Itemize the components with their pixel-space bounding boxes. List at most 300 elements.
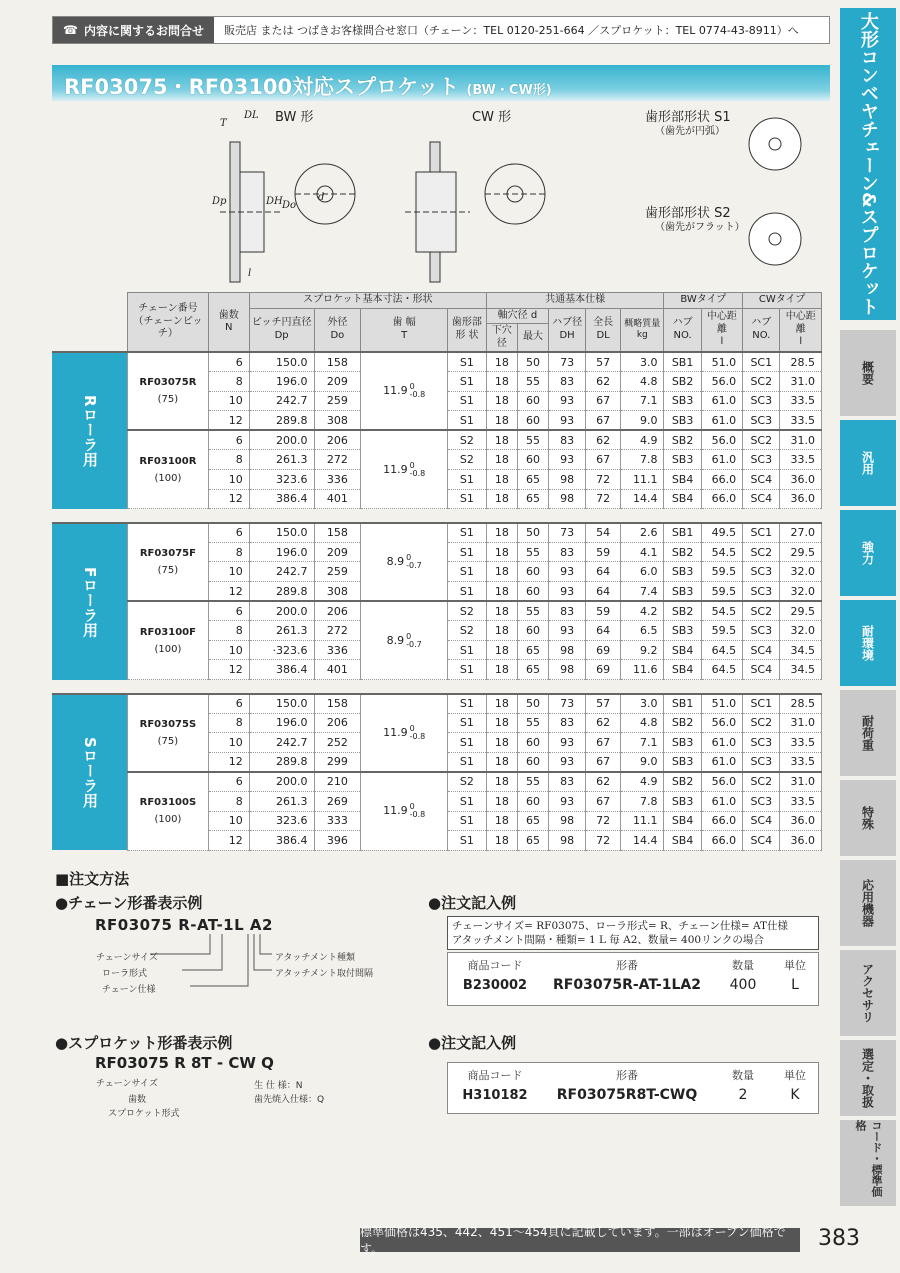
hub-cell: 98 xyxy=(549,489,586,509)
pcd-cell: 242.7 xyxy=(249,733,314,753)
sidebar-tab-accessory[interactable]: アクセサリ xyxy=(840,950,896,1036)
shape-cell: S2 xyxy=(448,601,487,621)
bore-min-cell: 18 xyxy=(486,772,517,792)
od-cell: 401 xyxy=(314,660,361,680)
section-title-bar xyxy=(52,65,830,101)
length-cell: 62 xyxy=(586,372,621,392)
sprocket-code-title: ●スプロケット形番表示例 xyxy=(55,1034,233,1052)
bore-max-cell: 55 xyxy=(517,542,548,562)
pcd-cell: 196.0 xyxy=(249,542,314,562)
bw-hub-cell: SB2 xyxy=(664,430,701,450)
cw-hub-cell: SC4 xyxy=(743,811,780,831)
shape-cell: S1 xyxy=(448,411,487,431)
teeth-cell: 12 xyxy=(208,831,249,851)
chain-code-example: RF03075 R-AT-1L A2 xyxy=(95,916,273,934)
bw-hub-cell: SB3 xyxy=(664,450,701,470)
length-cell: 67 xyxy=(586,733,621,753)
chain-number: RF03075R xyxy=(139,377,197,389)
cw-center-cell: 33.5 xyxy=(780,752,822,772)
pcd-cell: 200.0 xyxy=(249,430,314,450)
od-cell: 272 xyxy=(314,450,361,470)
length-cell: 72 xyxy=(586,470,621,490)
length-cell: 62 xyxy=(586,430,621,450)
hub-cell: 93 xyxy=(549,450,586,470)
bore-max-cell: 65 xyxy=(517,489,548,509)
bore-min-cell: 18 xyxy=(486,640,517,660)
bw-hub-cell: SB1 xyxy=(664,523,701,543)
sidebar-tab-environment[interactable]: 耐環境 xyxy=(840,600,896,686)
shape-cell: S2 xyxy=(448,621,487,641)
chain-label-roller: ローラ形式 xyxy=(102,969,148,979)
hub-cell: 98 xyxy=(549,831,586,851)
teeth-cell: 8 xyxy=(208,372,249,392)
bw-center-cell: 56.0 xyxy=(701,772,742,792)
col-bw-center: 中心距離 l xyxy=(701,308,742,352)
chain-pitch: (100) xyxy=(154,643,182,655)
bore-max-cell: 65 xyxy=(517,831,548,851)
chain-pitch: (75) xyxy=(157,735,179,747)
shape-cell: S1 xyxy=(448,372,487,392)
teeth-cell: 12 xyxy=(208,660,249,680)
teeth-cell: 6 xyxy=(208,694,249,714)
chain-cell xyxy=(128,694,209,772)
cw-hub-cell: SC2 xyxy=(743,430,780,450)
chain-pitch: (100) xyxy=(154,814,182,826)
pcd-cell: 386.4 xyxy=(249,489,314,509)
col-cw: CWタイプ xyxy=(743,293,822,309)
od-cell: 158 xyxy=(314,694,361,714)
cw-hub-cell: SC4 xyxy=(743,489,780,509)
teeth-cell: 8 xyxy=(208,542,249,562)
od-cell: 206 xyxy=(314,430,361,450)
length-cell: 59 xyxy=(586,542,621,562)
od-cell: 308 xyxy=(314,411,361,431)
shape-cell: S1 xyxy=(448,713,487,733)
bw-center-cell: 59.5 xyxy=(701,582,742,602)
bore-max-cell: 60 xyxy=(517,733,548,753)
teeth-cell: 8 xyxy=(208,450,249,470)
hub-cell: 73 xyxy=(549,523,586,543)
cw-center-cell: 28.5 xyxy=(780,352,822,372)
bore-min-cell: 18 xyxy=(486,523,517,543)
od-cell: 336 xyxy=(314,470,361,490)
cw-hub-cell: SC3 xyxy=(743,733,780,753)
od-cell: 209 xyxy=(314,372,361,392)
cw-center-cell: 29.5 xyxy=(780,542,822,562)
cw-center-cell: 32.0 xyxy=(780,582,822,602)
od-cell: 158 xyxy=(314,523,361,543)
bore-max-cell: 60 xyxy=(517,582,548,602)
entry1-qty: 400 xyxy=(729,977,757,993)
length-cell: 67 xyxy=(586,391,621,411)
sprocket-label-type: スプロケット形式 xyxy=(108,1109,180,1119)
length-cell: 62 xyxy=(586,713,621,733)
chain-number: RF03075S xyxy=(139,718,197,730)
mass-cell: 7.1 xyxy=(621,391,664,411)
width-tolerance: 0 -0.8 xyxy=(409,382,426,400)
bore-min-cell: 18 xyxy=(486,831,517,851)
od-cell: 259 xyxy=(314,391,361,411)
s2-note: （歯先がフラット） xyxy=(655,222,745,233)
chain-label-att-type: アタッチメント種類 xyxy=(275,953,356,963)
cw-hub-cell: SC1 xyxy=(743,352,780,372)
entry1-model: RF03075R-AT-1LA2 xyxy=(553,977,701,993)
teeth-cell: 8 xyxy=(208,621,249,641)
entry2-code: H310182 xyxy=(462,1087,528,1103)
cw-hub-cell: SC3 xyxy=(743,411,780,431)
bore-max-cell: 65 xyxy=(517,470,548,490)
bw-hub-cell: SB4 xyxy=(664,811,701,831)
cw-center-cell: 33.5 xyxy=(780,391,822,411)
bw-center-cell: 51.0 xyxy=(701,694,742,714)
shape-cell: S2 xyxy=(448,430,487,450)
svg-text:T: T xyxy=(220,118,227,129)
mass-cell: 4.9 xyxy=(621,772,664,792)
mass-cell: 6.0 xyxy=(621,562,664,582)
length-cell: 67 xyxy=(586,450,621,470)
mass-cell: 4.2 xyxy=(621,601,664,621)
svg-text:d: d xyxy=(318,192,325,203)
shape-cell: S1 xyxy=(448,562,487,582)
col-common: 共通基本仕様 xyxy=(486,293,664,309)
od-cell: 269 xyxy=(314,791,361,811)
od-cell: 206 xyxy=(314,601,361,621)
entry1-unit: L xyxy=(791,977,799,993)
bw-hub-cell: SB4 xyxy=(664,489,701,509)
bw-center-cell: 51.0 xyxy=(701,352,742,372)
s1-tooth-shape xyxy=(749,118,801,170)
hub-cell: 98 xyxy=(549,660,586,680)
chain-code-title: ●チェーン形番表示例 xyxy=(55,894,203,912)
col-od: 外径 Do xyxy=(314,308,361,352)
mass-cell: 7.8 xyxy=(621,450,664,470)
bore-min-cell: 18 xyxy=(486,489,517,509)
length-cell: 72 xyxy=(586,811,621,831)
sprocket-label-teeth: 歯数 xyxy=(128,1095,147,1105)
cw-hub-cell: SC4 xyxy=(743,470,780,490)
hub-cell: 83 xyxy=(549,372,586,392)
mass-cell: 3.0 xyxy=(621,694,664,714)
pcd-cell: 196.0 xyxy=(249,372,314,392)
group-spacer xyxy=(52,680,822,694)
bore-max-cell: 55 xyxy=(517,430,548,450)
hub-cell: 98 xyxy=(549,470,586,490)
mass-cell: 4.1 xyxy=(621,542,664,562)
bore-max-cell: 65 xyxy=(517,811,548,831)
shape-cell: S1 xyxy=(448,791,487,811)
bw-hub-cell: SB3 xyxy=(664,391,701,411)
mass-cell: 9.0 xyxy=(621,752,664,772)
bw-hub-cell: SB2 xyxy=(664,713,701,733)
teeth-cell: 10 xyxy=(208,391,249,411)
teeth-cell: 8 xyxy=(208,791,249,811)
width-tolerance: 0 -0.7 xyxy=(406,631,422,649)
shape-cell: S1 xyxy=(448,542,487,562)
hub-cell: 93 xyxy=(549,411,586,431)
cw-center-cell: 31.0 xyxy=(780,772,822,792)
teeth-cell: 12 xyxy=(208,582,249,602)
hub-cell: 83 xyxy=(549,430,586,450)
bore-min-cell: 18 xyxy=(486,811,517,831)
cw-hub-cell: SC3 xyxy=(743,450,780,470)
bw-hub-cell: SB3 xyxy=(664,411,701,431)
cw-hub-cell: SC3 xyxy=(743,752,780,772)
spec-table xyxy=(52,292,822,851)
teeth-cell: 6 xyxy=(208,352,249,372)
cw-hub-cell: SC4 xyxy=(743,640,780,660)
bw-center-cell: 66.0 xyxy=(701,811,742,831)
mass-cell: 14.4 xyxy=(621,489,664,509)
table-row xyxy=(52,601,822,621)
col-bw-hub: ハブ NO. xyxy=(664,308,701,352)
width-value: 11.9 xyxy=(383,384,408,398)
pcd-cell: 242.7 xyxy=(249,391,314,411)
col-width: 歯 幅 T xyxy=(361,308,448,352)
hub-cell: 93 xyxy=(549,562,586,582)
bore-max-cell: 60 xyxy=(517,450,548,470)
sidebar-tab-overview[interactable]: 概要 xyxy=(840,330,896,416)
length-cell: 69 xyxy=(586,640,621,660)
hub-cell: 93 xyxy=(549,752,586,772)
pcd-cell: 386.4 xyxy=(249,660,314,680)
hub-cell: 93 xyxy=(549,791,586,811)
bore-min-cell: 18 xyxy=(486,660,517,680)
shape-cell: S1 xyxy=(448,752,487,772)
entry2-model: RF03075R8T-CWQ xyxy=(556,1087,698,1103)
sidebar-title: 大形コンベヤチェーン&スプロケット xyxy=(840,8,896,320)
bore-min-cell: 18 xyxy=(486,752,517,772)
bore-max-cell: 55 xyxy=(517,372,548,392)
pcd-cell: ·323.6 xyxy=(249,640,314,660)
svg-text:DH: DH xyxy=(266,196,283,207)
width-cell xyxy=(361,694,448,772)
bw-center-cell: 66.0 xyxy=(701,831,742,851)
pcd-cell: 323.6 xyxy=(249,811,314,831)
bw-center-cell: 59.5 xyxy=(701,562,742,582)
sprocket-label-size: チェーンサイズ xyxy=(96,1079,158,1089)
cw-center-cell: 33.5 xyxy=(780,450,822,470)
cw-hub-cell: SC3 xyxy=(743,621,780,641)
chain-pitch: (75) xyxy=(157,564,179,576)
teeth-cell: 10 xyxy=(208,470,249,490)
teeth-cell: 10 xyxy=(208,562,249,582)
bore-min-cell: 18 xyxy=(486,694,517,714)
entry2-title: ●注文記入例 xyxy=(428,1034,517,1052)
bw-hub-cell: SB1 xyxy=(664,352,701,372)
teeth-cell: 10 xyxy=(208,811,249,831)
entry2-box: 商品コード 形番 数量 単位 H310182 RF03075R8T-CWQ 2 K xyxy=(447,1062,819,1114)
s2-tooth-shape xyxy=(749,213,801,265)
width-value: 11.9 xyxy=(383,725,408,739)
width-cell xyxy=(361,601,448,679)
length-cell: 67 xyxy=(586,411,621,431)
entry1-note: チェーンサイズ= RF03075、ローラ形式= R、チェーン仕様= AT仕様 アタッチメント間隔・種類= 1 L 毎 A2、数量= 400リンクの場合 xyxy=(447,916,819,950)
bore-max-cell: 55 xyxy=(517,713,548,733)
mass-cell: 2.6 xyxy=(621,523,664,543)
bore-min-cell: 18 xyxy=(486,621,517,641)
chain-number: RF03075F xyxy=(139,547,196,559)
length-cell: 54 xyxy=(586,523,621,543)
col-cw-center: 中心距離 l xyxy=(780,308,822,352)
length-cell: 64 xyxy=(586,621,621,641)
pcd-cell: 261.3 xyxy=(249,450,314,470)
col-basic: スプロケット基本寸法・形状 xyxy=(249,293,486,309)
pcd-cell: 150.0 xyxy=(249,694,314,714)
hub-cell: 93 xyxy=(549,391,586,411)
chain-pitch: (75) xyxy=(157,394,179,406)
length-cell: 62 xyxy=(586,772,621,792)
table-row xyxy=(52,352,822,372)
cw-hub-cell: SC2 xyxy=(743,772,780,792)
teeth-cell: 10 xyxy=(208,733,249,753)
mass-cell: 11.1 xyxy=(621,811,664,831)
bw-center-cell: 66.0 xyxy=(701,470,742,490)
shape-cell: S1 xyxy=(448,470,487,490)
sidebar-tab-applied[interactable]: 応用機器 xyxy=(840,860,896,946)
chain-label-spec: チェーン仕様 xyxy=(102,985,156,995)
cw-center-cell: 33.5 xyxy=(780,411,822,431)
bw-center-cell: 59.5 xyxy=(701,621,742,641)
shape-cell: S1 xyxy=(448,582,487,602)
cw-center-cell: 31.0 xyxy=(780,713,822,733)
s1-label: 歯形部形状 S1 xyxy=(645,110,731,125)
bw-center-cell: 56.0 xyxy=(701,372,742,392)
hub-cell: 73 xyxy=(549,352,586,372)
od-cell: 252 xyxy=(314,733,361,753)
sidebar-tab-selection[interactable]: 選定・取扱 xyxy=(840,1040,896,1116)
teeth-cell: 6 xyxy=(208,772,249,792)
length-cell: 72 xyxy=(586,489,621,509)
s2-label: 歯形部形状 S2 xyxy=(645,206,731,221)
mass-cell: 11.6 xyxy=(621,660,664,680)
pcd-cell: 196.0 xyxy=(249,713,314,733)
cw-center-cell: 34.5 xyxy=(780,640,822,660)
teeth-cell: 12 xyxy=(208,489,249,509)
od-cell: 401 xyxy=(314,489,361,509)
chain-cell xyxy=(128,430,209,508)
col-chain: チェーン番号 （チェーンピッチ） xyxy=(128,293,209,353)
pcd-cell: 150.0 xyxy=(249,523,314,543)
bw-center-cell: 61.0 xyxy=(701,791,742,811)
pcd-cell: 261.3 xyxy=(249,791,314,811)
od-cell: 210 xyxy=(314,772,361,792)
mass-cell: 9.0 xyxy=(621,411,664,431)
hub-cell: 83 xyxy=(549,601,586,621)
sprocket-code-example: RF03075 R 8T - CW Q xyxy=(95,1054,274,1072)
bore-max-cell: 60 xyxy=(517,621,548,641)
table-row xyxy=(52,694,822,714)
bw-hub-cell: SB2 xyxy=(664,372,701,392)
col-teeth: 歯数 N xyxy=(208,293,249,353)
svg-text:DL: DL xyxy=(244,110,259,121)
width-cell xyxy=(361,772,448,850)
pcd-cell: 289.8 xyxy=(249,582,314,602)
sidebar-tab-load[interactable]: 耐荷重 xyxy=(840,690,896,776)
svg-text:l: l xyxy=(248,268,252,279)
bw-center-cell: 66.0 xyxy=(701,489,742,509)
od-cell: 308 xyxy=(314,582,361,602)
chain-cell xyxy=(128,523,209,601)
hub-cell: 83 xyxy=(549,772,586,792)
entry1-box: 商品コード 形番 数量 単位 B230002 RF03075R-AT-1LA2 400 L xyxy=(447,952,819,1006)
teeth-cell: 12 xyxy=(208,752,249,772)
bw-hub-cell: SB1 xyxy=(664,694,701,714)
bw-hub-cell: SB4 xyxy=(664,831,701,851)
cw-hub-cell: SC3 xyxy=(743,791,780,811)
mass-cell: 7.1 xyxy=(621,733,664,753)
shape-cell: S1 xyxy=(448,523,487,543)
svg-text:Do: Do xyxy=(282,200,297,211)
teeth-cell: 6 xyxy=(208,430,249,450)
length-cell: 72 xyxy=(586,831,621,851)
pcd-cell: 261.3 xyxy=(249,621,314,641)
length-cell: 67 xyxy=(586,752,621,772)
bore-max-cell: 60 xyxy=(517,752,548,772)
bore-max-cell: 65 xyxy=(517,660,548,680)
bw-center-cell: 61.0 xyxy=(701,733,742,753)
bore-max-cell: 60 xyxy=(517,391,548,411)
cw-hub-cell: SC4 xyxy=(743,831,780,851)
col-bore-min: 下穴径 xyxy=(486,324,517,353)
od-cell: 333 xyxy=(314,811,361,831)
sprocket-label-q: 歯先焼入仕様：Q xyxy=(254,1095,325,1105)
width-tolerance: 0 -0.8 xyxy=(409,723,426,741)
col-bore-max: 最大 xyxy=(517,324,548,353)
cw-hub-cell: SC2 xyxy=(743,542,780,562)
sidebar-tab-heavy[interactable]: 強力 xyxy=(840,510,896,596)
mass-cell: 9.2 xyxy=(621,640,664,660)
shape-cell: S1 xyxy=(448,694,487,714)
bw-center-cell: 61.0 xyxy=(701,450,742,470)
bw-hub-cell: SB3 xyxy=(664,733,701,753)
cw-center-cell: 33.5 xyxy=(780,791,822,811)
entry1-code: B230002 xyxy=(462,977,528,993)
od-cell: 158 xyxy=(314,352,361,372)
bw-center-cell: 61.0 xyxy=(701,411,742,431)
sidebar-tab-special[interactable]: 特殊 xyxy=(840,780,896,856)
bore-max-cell: 60 xyxy=(517,791,548,811)
hub-cell: 98 xyxy=(549,811,586,831)
entry2-qty: 2 xyxy=(738,1087,748,1103)
bore-min-cell: 18 xyxy=(486,713,517,733)
mass-cell: 11.1 xyxy=(621,470,664,490)
s1-note: （歯先が円弧） xyxy=(655,126,725,137)
hub-cell: 83 xyxy=(549,713,586,733)
shape-cell: S2 xyxy=(448,772,487,792)
chain-cell xyxy=(128,772,209,850)
od-cell: 272 xyxy=(314,621,361,641)
bw-center-cell: 61.0 xyxy=(701,752,742,772)
sidebar-tab-price[interactable]: コード・標準価格 xyxy=(840,1120,896,1206)
width-value: 11.9 xyxy=(383,462,408,476)
cw-hub-cell: SC1 xyxy=(743,523,780,543)
cw-hub-cell: SC1 xyxy=(743,694,780,714)
pcd-cell: 386.4 xyxy=(249,831,314,851)
shape-cell: S1 xyxy=(448,640,487,660)
cw-center-cell: 27.0 xyxy=(780,523,822,543)
sidebar-tab-general[interactable]: 汎用 xyxy=(840,420,896,506)
teeth-cell: 10 xyxy=(208,640,249,660)
bore-max-cell: 50 xyxy=(517,523,548,543)
shape-cell: S1 xyxy=(448,733,487,753)
cw-hub-cell: SC3 xyxy=(743,391,780,411)
chain-number: RF03100R xyxy=(139,455,197,467)
bw-hub-cell: SB3 xyxy=(664,621,701,641)
bw-hub-cell: SB4 xyxy=(664,640,701,660)
length-cell: 64 xyxy=(586,562,621,582)
chain-label-size: チェーンサイズ xyxy=(96,953,158,963)
mass-cell: 7.8 xyxy=(621,791,664,811)
